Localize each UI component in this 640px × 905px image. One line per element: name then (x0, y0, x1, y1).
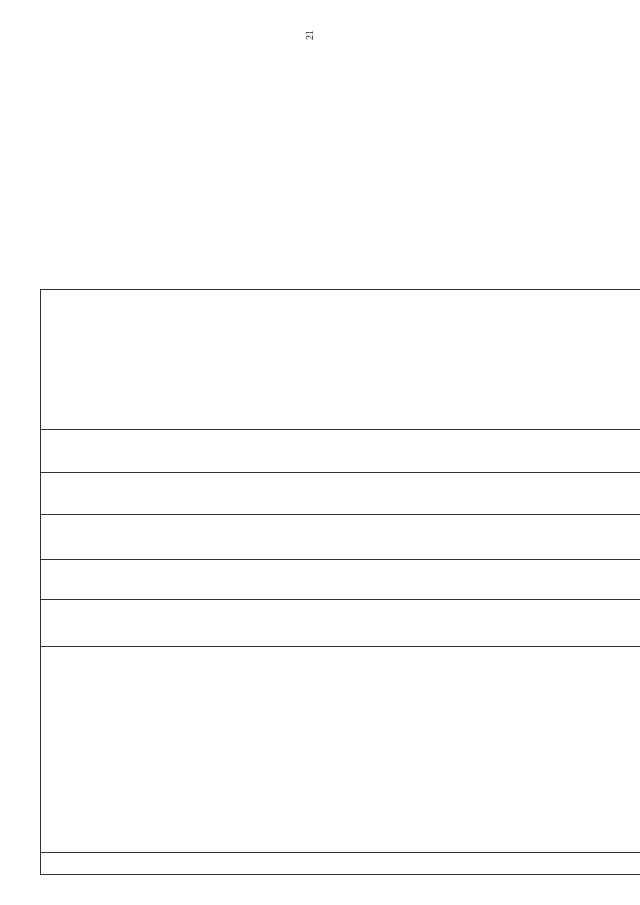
column-line-7 (40, 429, 640, 430)
column-line-6 (40, 472, 640, 473)
column-line-3 (40, 599, 640, 600)
column-line-1 (40, 852, 640, 853)
table-bottom-border (40, 290, 41, 875)
column-line-0 (40, 874, 640, 875)
column-line-4 (40, 559, 640, 560)
column-line-5 (40, 514, 640, 515)
column-line-2 (40, 646, 640, 647)
page-number: 21 (305, 30, 316, 40)
column-line-8 (40, 289, 640, 290)
